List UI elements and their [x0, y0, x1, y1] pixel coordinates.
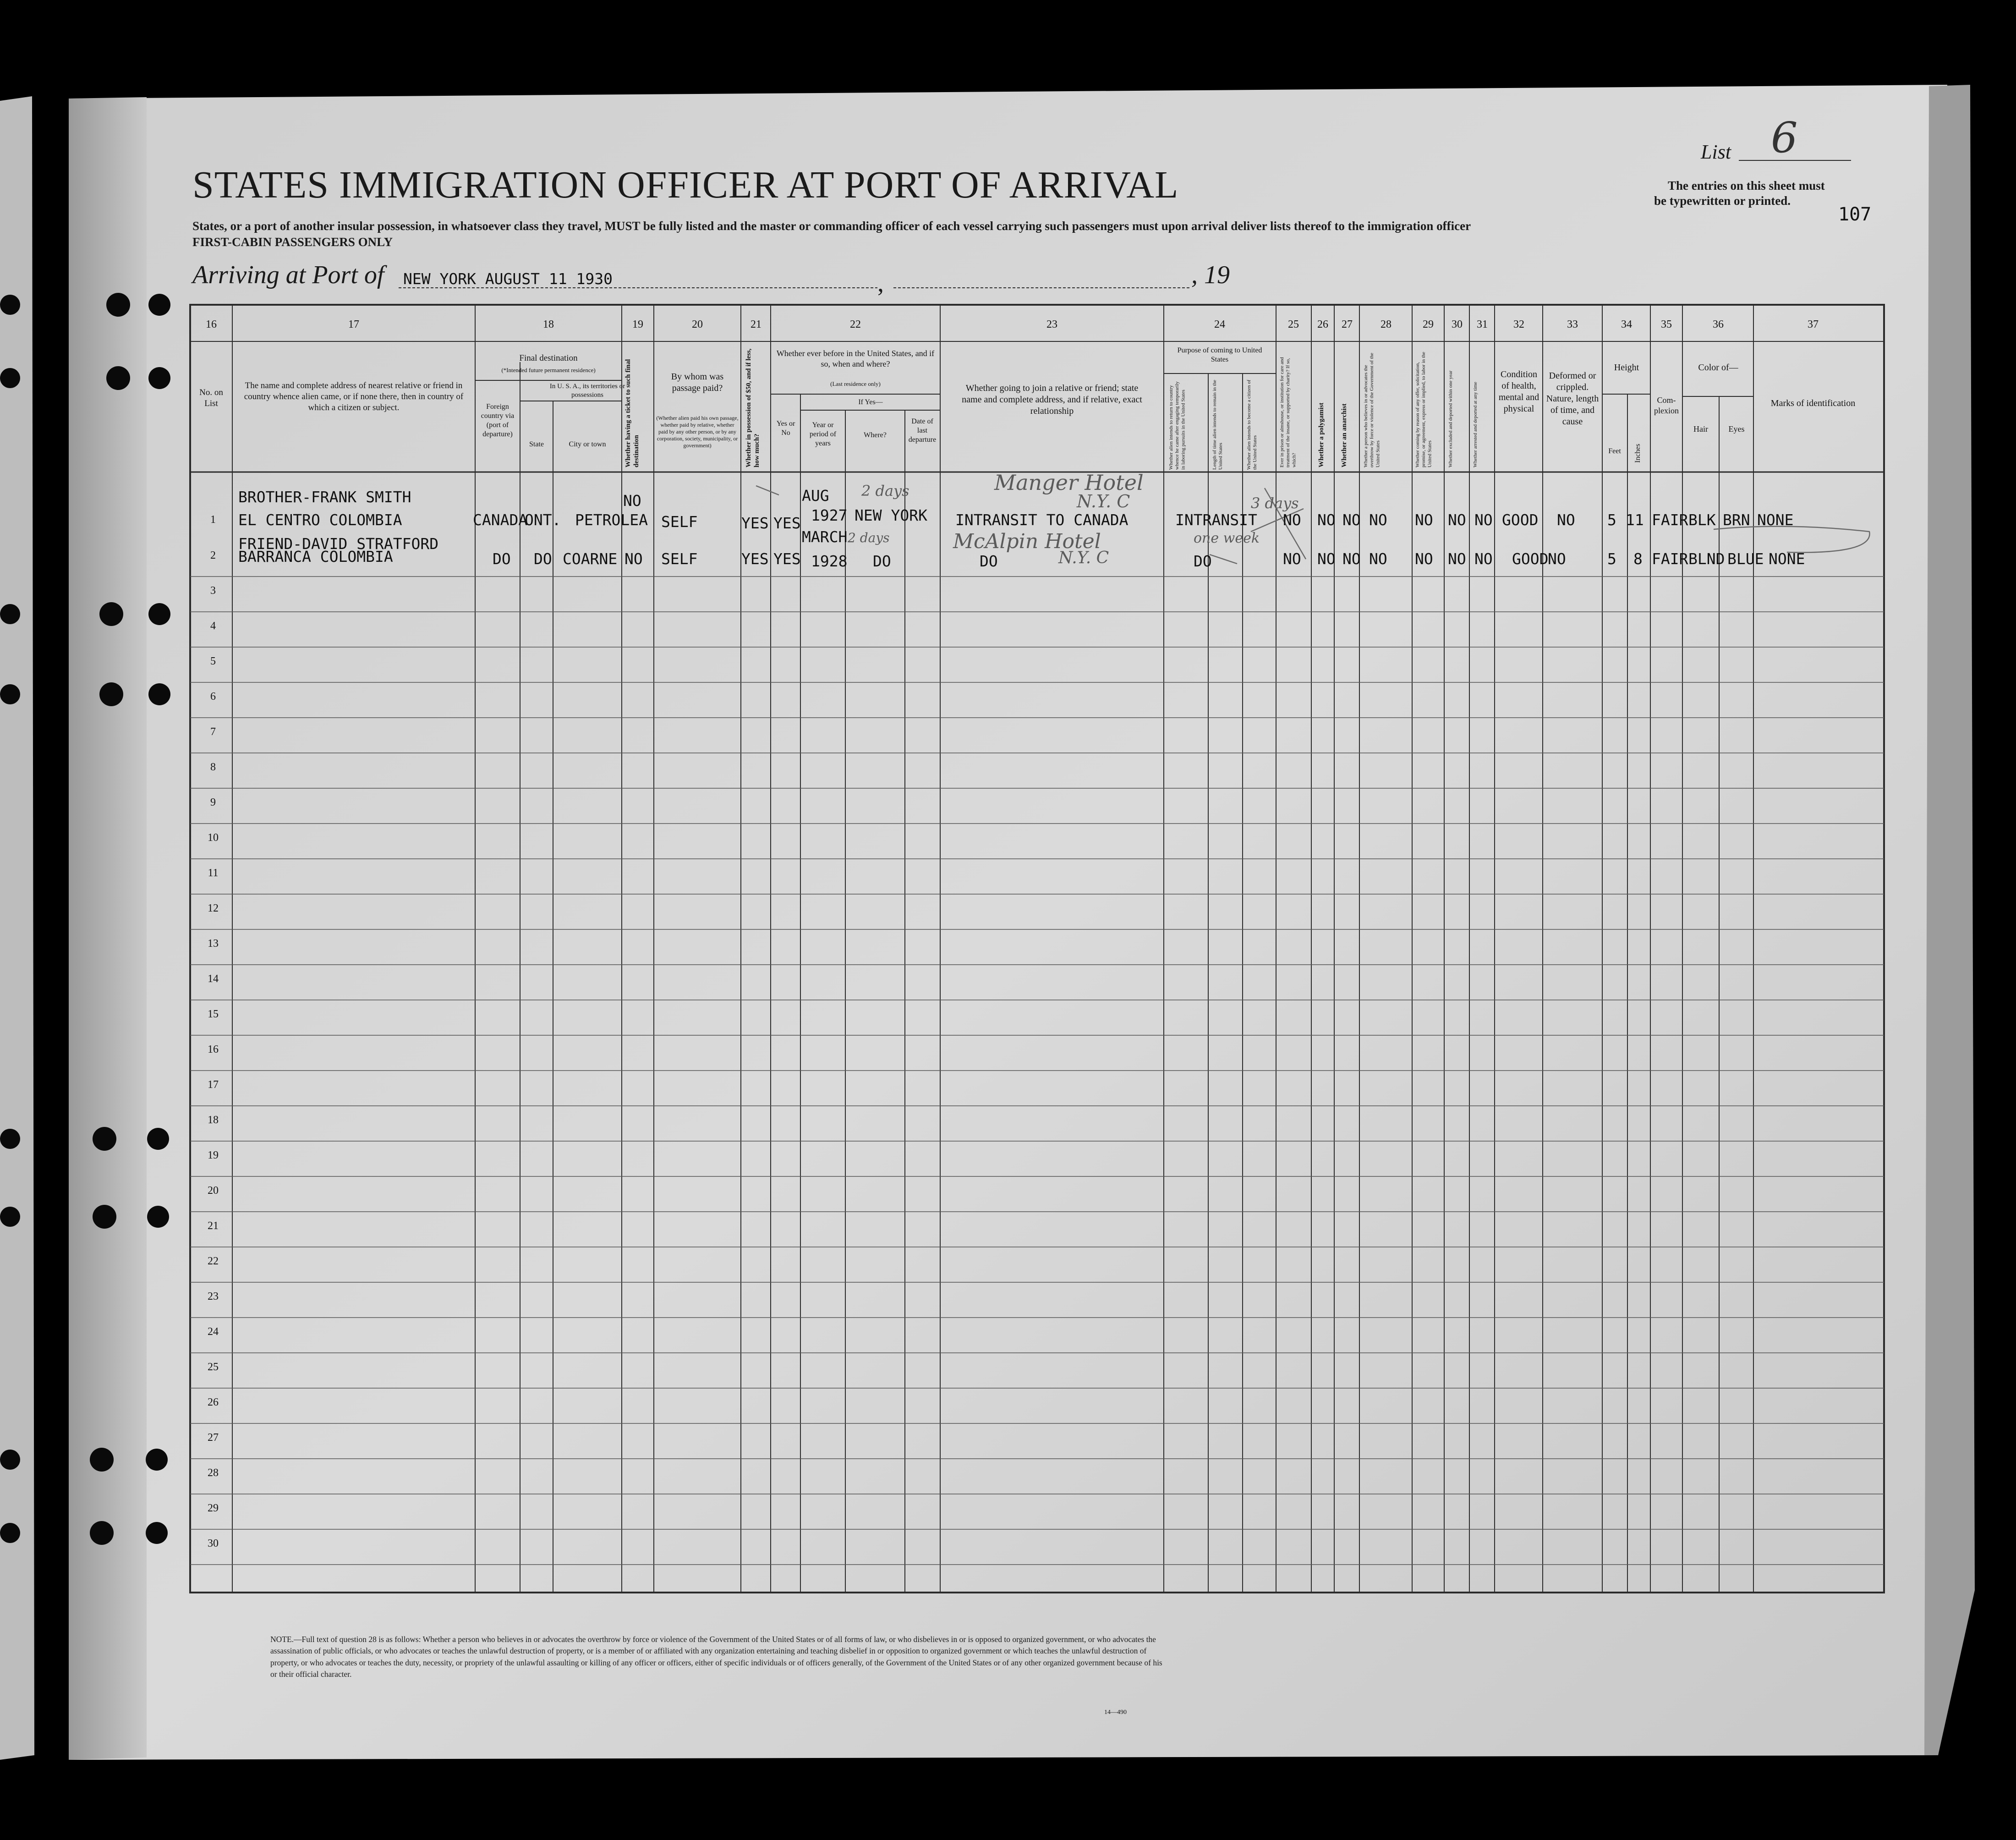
- prison: NO: [1283, 550, 1301, 568]
- year-month: MARCH: [802, 528, 848, 546]
- overthrow: NO: [1369, 550, 1387, 568]
- handwritten-note: 2 days: [848, 530, 890, 545]
- col30-header: Whether excluded and deported within one year: [1448, 370, 1453, 467]
- col20-subheader: (Whether alien paid his own passage, whether paid by relative, whether paid by any other person, or by any corporation, society, municipality, or government): [656, 415, 739, 449]
- handwritten-note: McAlpin Hotel: [953, 530, 1101, 553]
- labor-offer: NO: [1415, 550, 1433, 568]
- col19-header: Whether having a ticket to such final destination: [625, 359, 640, 467]
- ticket: NO: [623, 492, 641, 510]
- row-number: 12: [208, 902, 219, 914]
- row-number: 14: [208, 973, 219, 985]
- col18-foreign-header: Foreign country via (port of departure): [481, 403, 515, 438]
- col32-header: Condition of health, mental and physical: [1498, 369, 1539, 414]
- col18-state-header: State: [529, 440, 544, 448]
- row-number: 2: [210, 549, 216, 561]
- col24a-header: Whether alien intends to return to country whence he came after engaging temporarily in laboring pursuits in the United States: [1168, 381, 1186, 470]
- where: DO: [873, 552, 891, 570]
- column-number: 26: [1317, 319, 1328, 330]
- prison: NO: [1283, 511, 1301, 529]
- typewritten-note-line2: be typewritten or printed.: [1654, 194, 1791, 208]
- column-number: 34: [1621, 319, 1632, 330]
- page-title: STATES IMMIGRATION OFFICER AT PORT OF ARRIVAL: [192, 164, 1179, 206]
- year: 1927: [811, 506, 848, 524]
- col31-header: Whether arrested and deported at any time: [1473, 382, 1478, 467]
- col33-header: Deformed or crippled. Nature, length of time, and cause: [1546, 371, 1599, 427]
- eye-color: BLUE: [1727, 550, 1764, 568]
- year-month: AUG: [802, 487, 829, 505]
- col22-yesno-header: Yes or No: [776, 420, 795, 437]
- col35-header: Com-plexion: [1654, 395, 1679, 415]
- col18-header: Final destination: [519, 353, 578, 363]
- row-number: 30: [208, 1538, 219, 1549]
- col18-usa-header: In U. S. A., its territories or possessions: [549, 383, 625, 399]
- handwritten-note: 3 days: [1251, 494, 1299, 512]
- col22-where-header: Where?: [864, 431, 887, 439]
- fifty-dollars: YES: [741, 550, 769, 568]
- height-feet: 5: [1607, 550, 1616, 568]
- col27-header: Whether an anarchist: [1341, 403, 1348, 467]
- labor-offer: NO: [1415, 511, 1433, 529]
- column-number: 35: [1661, 319, 1672, 330]
- polygamist: NO: [1317, 550, 1336, 568]
- row-number: 6: [210, 691, 216, 703]
- row-number: 19: [208, 1149, 219, 1161]
- column-number: 19: [632, 319, 643, 330]
- passage-paid: SELF: [661, 550, 698, 568]
- row-number: 23: [208, 1291, 219, 1302]
- col24c-header: Whether alien intends to become a citizen of the United States: [1246, 379, 1258, 470]
- state: DO: [534, 550, 552, 568]
- row-number: 8: [210, 761, 216, 773]
- col22-ifyes-header: If Yes—: [858, 398, 883, 406]
- handwritten-note: N.Y. C: [1058, 549, 1109, 567]
- column-number: 32: [1513, 319, 1524, 330]
- row-number: 17: [208, 1079, 219, 1091]
- year: 1928: [811, 552, 848, 570]
- fifty-dollars: YES: [741, 514, 769, 532]
- col36-header: Color of—: [1698, 363, 1738, 373]
- going-to-join: INTRANSIT TO CANADA: [955, 511, 1129, 529]
- column-number: 36: [1713, 319, 1724, 330]
- handwritten-note: Manger Hotel: [994, 470, 1144, 495]
- column-number: 30: [1452, 319, 1463, 330]
- column-number: 22: [850, 319, 861, 330]
- arriving-value: NEW YORK AUGUST 11 1930: [403, 270, 613, 288]
- row-number: 28: [208, 1467, 219, 1479]
- column-number: 29: [1423, 319, 1434, 330]
- col29-header: Whether coming by reason of any offer, solicitation, promise, or agreement, express or implied, to labor in the United States: [1415, 352, 1433, 467]
- col18-city-header: City or town: [569, 440, 606, 448]
- row-number: 21: [208, 1220, 219, 1232]
- form-number: 14—490: [1104, 1709, 1127, 1716]
- health: GOOD: [1512, 550, 1549, 568]
- row-number: 13: [208, 938, 219, 950]
- column-number: 18: [543, 319, 554, 330]
- typewritten-note-line1: The entries on this sheet must: [1668, 179, 1825, 192]
- list-number: 6: [1771, 113, 1798, 162]
- overthrow: NO: [1369, 511, 1387, 529]
- column-number: 31: [1477, 319, 1488, 330]
- identification-marks: NONE: [1757, 511, 1794, 529]
- column-number: 23: [1046, 319, 1057, 330]
- anarchist: NO: [1342, 511, 1361, 529]
- row-number: 24: [208, 1326, 219, 1338]
- relative-name: BROTHER-FRANK SMITH: [238, 488, 411, 506]
- row-number: 10: [208, 832, 219, 844]
- col16-header: No. on List: [199, 388, 223, 408]
- row-number: 29: [208, 1502, 219, 1514]
- col36-eyes-header: Eyes: [1728, 424, 1745, 434]
- col18-subheader: (*Intended future permanent residence): [501, 367, 596, 373]
- height-inches: 11: [1626, 511, 1644, 529]
- col34-header: Height: [1614, 363, 1639, 373]
- city: PETROLEA: [575, 511, 648, 529]
- row-number: 1: [210, 514, 216, 526]
- col26-header: Whether a polygamist: [1318, 402, 1325, 467]
- row-number: 22: [208, 1255, 219, 1267]
- column-number: 17: [348, 319, 359, 330]
- passenger-class: FIRST-CABIN PASSENGERS ONLY: [192, 235, 393, 249]
- complexion: FAIR: [1652, 511, 1688, 529]
- page-subtitle: States, or a port of another insular possession, in whatsoever class they travel, MUST be fully listed and the master or commanding officer of each vessel carrying such passengers must upon arrival deliver lists thereof to the immigration officer: [192, 219, 1471, 233]
- deported: NO: [1474, 511, 1493, 529]
- footnote: NOTE.—Full text of question 28 is as follows: Whether a person who believes in or advocates the overthrow by force or violence of the Government of the United States or of all forms of law, or who disbelieves in or is opposed to organized government, or who advocates the assassination of public officials, or who advocates or teaches the unlawful destruction of property, or is a member of or affiliated with any organization entertaining and teaching disbelief in or opposition to organized government or which teaches the unlawful destruction of property, or who advocates or teaches the duty, necessity, or propriety of the unlawful assaulting or killing of any officer or officers, either of specific individuals or of officers generally, of the Government of the United States or of any other organized government because of his or their official character.: [270, 1635, 1162, 1679]
- col37-header: Marks of identification: [1770, 398, 1856, 408]
- purpose: DO: [1194, 552, 1212, 570]
- row-number: 4: [210, 620, 216, 632]
- deformed: NO: [1557, 511, 1575, 529]
- complexion: FAIR: [1652, 550, 1688, 568]
- row-number: 15: [208, 1008, 219, 1020]
- excluded: NO: [1448, 511, 1466, 529]
- row-number: 7: [210, 726, 216, 738]
- deported: NO: [1474, 550, 1493, 568]
- row-number: 20: [208, 1185, 219, 1197]
- going-to-join: DO: [980, 552, 998, 570]
- list-label: List: [1701, 141, 1731, 163]
- col22-header: Whether ever before in the United States, and if so, when and where?: [776, 349, 935, 368]
- column-number: 37: [1808, 319, 1819, 330]
- col34-inches-header: Inches: [1634, 444, 1642, 463]
- column-number: 20: [692, 319, 703, 330]
- arriving-comma: ,: [877, 269, 884, 297]
- identification-marks: NONE: [1769, 550, 1805, 568]
- relative-address: EL CENTRO COLOMBIA: [238, 511, 402, 529]
- col20-header: By whom was passage paid?: [671, 372, 724, 393]
- column-number: 21: [751, 319, 761, 330]
- excluded: NO: [1448, 550, 1466, 568]
- row-number: 25: [208, 1361, 219, 1373]
- col22-date-header: Date of last departure: [908, 417, 937, 444]
- passage-paid: SELF: [661, 513, 698, 531]
- deformed: NO: [1548, 550, 1566, 568]
- where: NEW YORK: [855, 506, 927, 524]
- col25-header: Ever in prison or almshouse, or institution for care and treatment of the insane, or supported by charity? If so, which?: [1279, 357, 1297, 467]
- state: ONT.: [525, 511, 561, 529]
- polygamist: NO: [1317, 511, 1336, 529]
- column-number: 24: [1214, 319, 1225, 330]
- row-number: 27: [208, 1432, 219, 1444]
- before-in-us: YES: [773, 514, 801, 532]
- row-number: 3: [210, 585, 216, 597]
- foreign-country: CANADA: [473, 511, 528, 529]
- purpose: INTRANSIT: [1175, 511, 1257, 529]
- hair-color: BLND: [1688, 550, 1725, 568]
- column-number: 33: [1567, 319, 1578, 330]
- column-number: 16: [206, 319, 217, 330]
- row-number: 5: [210, 655, 216, 667]
- handwritten-note: N.Y. C: [1077, 491, 1130, 511]
- height-feet: 5: [1607, 511, 1616, 529]
- col23-header: Whether going to join a relative or friend; state name and complete address, and if relative, exact relationship: [962, 383, 1142, 416]
- col36-hair-header: Hair: [1693, 424, 1708, 434]
- column-number: 28: [1381, 319, 1391, 330]
- eye-color: BRN: [1723, 511, 1750, 529]
- col17-header: The name and complete address of nearest relative or friend in country whence alien came, or if none there, then in country of which a citizen or subject.: [244, 381, 464, 412]
- col24-header: Purpose of coming to United States: [1177, 346, 1262, 363]
- col28-header: Whether a person who believes in or advocates the overthrow by force or violence of the Government of the United States: [1363, 352, 1381, 467]
- handwritten-note: 2 days: [861, 482, 909, 500]
- row-number: 9: [210, 796, 216, 808]
- anarchist: NO: [1342, 550, 1361, 568]
- relative-name: FRIEND-DAVID STRATFORD: [238, 535, 439, 553]
- stamp-number: 107: [1838, 204, 1872, 225]
- ticket: NO: [625, 550, 643, 568]
- row-number: 11: [208, 867, 219, 879]
- relative-address: BARRANCA COLOMBIA: [238, 548, 393, 566]
- before-in-us: YES: [773, 550, 801, 568]
- column-number: 25: [1288, 319, 1299, 330]
- col24b-header: Length of time alien intends to remain in the United States: [1212, 379, 1224, 470]
- health: GOOD: [1502, 511, 1539, 529]
- hair-color: BLK: [1688, 511, 1716, 529]
- col22-subheader: (Last residence only): [830, 380, 881, 387]
- col34-feet-header: Feet: [1608, 447, 1621, 455]
- year-prefix: , 19: [1191, 261, 1230, 289]
- row-number: 18: [208, 1114, 219, 1126]
- column-number: 27: [1342, 319, 1353, 330]
- city: COARNE: [563, 550, 618, 568]
- col21-header: Whether in possession of $50, and if less, how much?: [745, 348, 761, 467]
- foreign-country: DO: [493, 550, 511, 568]
- col22-year-header: Year or period of years: [809, 421, 837, 447]
- height-inches: 8: [1633, 550, 1643, 568]
- row-number: 16: [208, 1044, 219, 1055]
- row-number: 26: [208, 1396, 219, 1408]
- arriving-label: Arriving at Port of: [192, 261, 384, 289]
- handwritten-note: one week: [1194, 530, 1260, 546]
